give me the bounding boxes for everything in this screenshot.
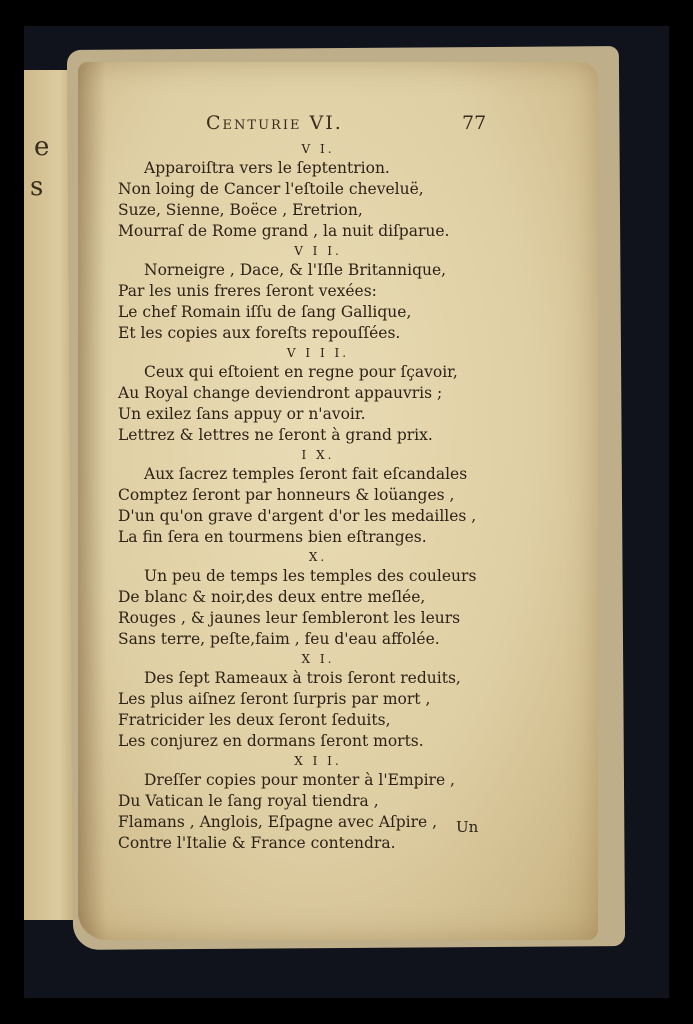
quatrain-numeral: V I I I.	[286, 346, 350, 360]
quatrain-numeral: X I.	[301, 652, 335, 666]
verse-line: Un peu de temps les temples des couleurs	[144, 567, 477, 585]
quatrain-numeral: X.	[308, 550, 328, 564]
facing-page-fragment: s	[30, 172, 44, 202]
verse-line: Flamans , Anglois, Eſpagne avec Aſpire ,	[118, 813, 438, 831]
verse-line: Non loing de Cancer l'eſtoile cheveluë,	[118, 180, 424, 198]
catchword: Un	[456, 818, 479, 836]
quatrain-11	[118, 650, 498, 752]
quatrain-6	[118, 140, 498, 242]
quatrain-numeral: V I I.	[294, 244, 342, 258]
verse-line: Fratricider les deux ſeront ſeduits,	[118, 711, 391, 729]
verse-line: Les conjurez en dormans ſeront morts.	[118, 732, 424, 750]
verse-line: Au Royal change deviendront appauvris ;	[118, 384, 443, 402]
quatrain-list	[118, 140, 498, 854]
verse-line: Un exilez ſans appuy or n'avoir.	[118, 405, 366, 423]
quatrain-10	[118, 548, 498, 650]
verse-line: Suze, Sienne, Boëce , Eretrion,	[118, 201, 363, 219]
gutter-shadow	[78, 62, 106, 940]
quatrain-9	[118, 446, 498, 548]
verse-line: Mourraſ de Rome grand , la nuit diſparue.	[118, 222, 450, 240]
verse-line: D'un qu'on grave d'argent d'or les medailles ,	[118, 507, 477, 525]
verse-line: Comptez ſeront par honneurs & loüanges ,	[118, 486, 455, 504]
running-header	[0, 112, 693, 138]
verse-line: Les plus aiſnez ſeront ſurpris par mort ,	[118, 690, 431, 708]
verse-line: Norneigre , Dace, & l'Iſle Britannique,	[144, 261, 447, 279]
quatrain-numeral: X I I.	[294, 754, 342, 768]
quatrain-7	[118, 242, 498, 344]
verse-line: Rouges , & jaunes leur ſembleront les leurs	[118, 609, 461, 627]
verse-line: Dreſſer copies pour monter à l'Empire ,	[144, 771, 455, 789]
page-number: 77	[462, 112, 487, 134]
quatrain-12	[118, 752, 498, 854]
verse-line: Apparoiſtra vers le ſeptentrion.	[144, 159, 390, 177]
verse-line: Contre l'Italie & France contendra.	[118, 834, 396, 852]
verse-line: Par les unis freres ſeront vexées:	[118, 282, 377, 300]
verse-line: La fin ſera en tourmens bien eſtranges.	[118, 528, 427, 546]
verse-line: De blanc & noir,des deux entre meſlée,	[118, 588, 426, 606]
quatrain-8	[118, 344, 498, 446]
verse-line: Lettrez & lettres ne ſeront à grand prix.	[118, 426, 433, 444]
verse-line: Sans terre, peſte,faim , feu d'eau affolée.	[118, 630, 440, 648]
verse-line: Le chef Romain iſſu de ſang Gallique,	[118, 303, 412, 321]
verse-line: Ceux qui eſtoient en regne pour ſçavoir,	[144, 363, 458, 381]
verse-line: Et les copies aux foreſts repouſſées.	[118, 324, 401, 342]
running-title: Centurie VI.	[206, 112, 343, 134]
facing-page-fragment: e	[34, 132, 50, 162]
verse-line: Aux ſacrez temples ſeront fait eſcandales	[144, 465, 468, 483]
verse-line: Des ſept Rameaux à trois ſeront reduits,	[144, 669, 461, 687]
verse-line: Du Vatican le ſang royal tiendra ,	[118, 792, 379, 810]
quatrain-numeral: V I.	[301, 142, 335, 156]
quatrain-numeral: I X.	[301, 448, 335, 462]
